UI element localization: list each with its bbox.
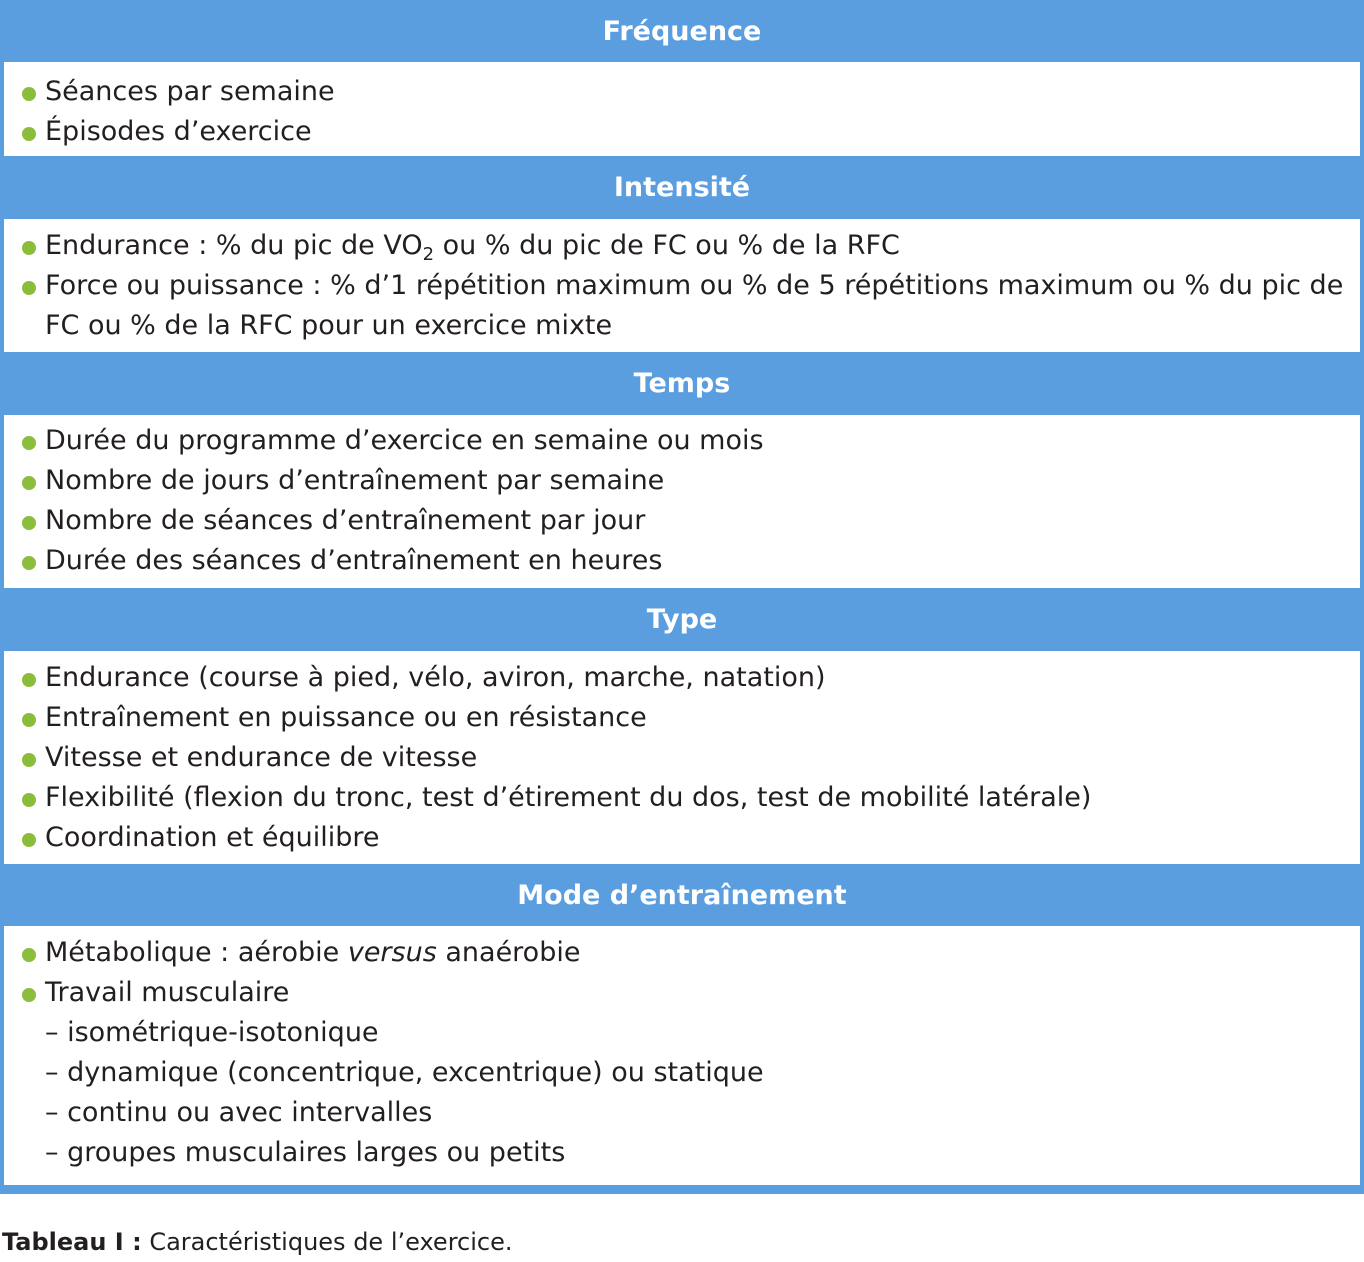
bullet-icon [22, 281, 36, 295]
section-header-mode-entrainement [4, 864, 1360, 926]
list-item [20, 698, 1344, 738]
bullet-icon [22, 793, 36, 807]
list-item-text: Durée des séances d’entraînement en heures [45, 545, 663, 576]
section-body-temps [4, 415, 1360, 588]
bullet-icon [22, 436, 36, 450]
sub-list-item: – isométrique-isotonique [45, 1017, 379, 1048]
bullet-icon [22, 556, 36, 570]
list-item-text: Durée du programme d’exercice en semaine ou mois [45, 425, 764, 456]
section-header-intensite [4, 156, 1360, 219]
bullet-icon [22, 948, 36, 962]
bullet-icon [22, 87, 36, 101]
bullet-icon [22, 241, 36, 255]
list-item-text: Métabolique : aérobie [45, 937, 348, 968]
emphasis-text: versus [347, 937, 437, 968]
list-item [20, 226, 1344, 266]
list-item [20, 778, 1344, 818]
list-item [20, 501, 1344, 541]
bullet-icon [22, 516, 36, 530]
section-header-type [4, 588, 1360, 651]
list-item-text: Nombre de jours d’entraînement par semaine [45, 465, 665, 496]
list-item [20, 541, 1344, 581]
sub-list-item: – continu ou avec intervalles [45, 1097, 433, 1128]
bullet-icon [22, 833, 36, 847]
list-item-text: ou % du pic de FC ou % de la RFC [434, 230, 900, 261]
section-body-mode-entrainement [4, 926, 1360, 1185]
section-body-type [4, 651, 1360, 864]
section-header-frequence [4, 0, 1360, 62]
list-item [20, 933, 1344, 973]
section-title: Fréquence [602, 15, 762, 47]
section-body-intensite [4, 219, 1360, 352]
list-item-text: Endurance (course à pied, vélo, aviron, marche, natation) [45, 662, 826, 693]
list-item-text: Épisodes d’exercice [45, 116, 312, 147]
section-title: Mode d’entraînement [517, 879, 847, 911]
bullet-icon [22, 476, 36, 490]
list-item-text: Nombre de séances d’entraînement par jour [45, 505, 646, 536]
list-item-text: Endurance : % du pic de VO [45, 230, 423, 261]
section-title: Type [646, 604, 718, 635]
list-item [20, 461, 1344, 501]
bullet-icon [22, 127, 36, 141]
section-header-temps [4, 352, 1360, 415]
bullet-icon [22, 713, 36, 727]
list-item-text: Force ou puissance : % d’1 répétition maximum ou % de 5 répétitions maximum ou % du pic de FC ou % de la RFC pour un exercice mixte [45, 270, 1344, 341]
sub-list-item: – groupes musculaires larges ou petits [45, 1137, 566, 1168]
section-title: Temps [633, 368, 731, 399]
bullet-icon [22, 753, 36, 767]
bullet-icon [22, 988, 36, 1002]
bullet-icon [22, 673, 36, 687]
caption-label: Tableau I : [2, 1228, 142, 1256]
list-item [20, 266, 1344, 346]
list-item [20, 112, 1344, 152]
list-item-text: anaérobie [436, 937, 581, 968]
list-item [20, 738, 1344, 778]
caption-text: Caractéristiques de l’exercice. [141, 1228, 513, 1256]
list-item-text: Travail musculaire [45, 977, 290, 1008]
table-caption [2, 1228, 512, 1256]
list-item [20, 658, 1344, 698]
list-item-text: Séances par semaine [45, 76, 335, 107]
list-item [20, 421, 1344, 461]
list-item-text: Entraînement en puissance ou en résistance [45, 702, 647, 733]
list-item [20, 818, 1344, 858]
list-item-text: Vitesse et endurance de vitesse [45, 742, 478, 773]
sub-list-item: – dynamique (concentrique, excentrique) ou statique [45, 1057, 764, 1088]
list-item-text: Coordination et équilibre [45, 822, 380, 853]
section-title: Intensité [613, 172, 751, 203]
subscript: 2 [422, 244, 435, 265]
list-item [20, 973, 1344, 1013]
list-item [20, 72, 1344, 112]
section-body-frequence [4, 62, 1360, 156]
list-item-text: Flexibilité (flexion du tronc, test d’étirement du dos, test de mobilité latérale) [45, 782, 1092, 813]
